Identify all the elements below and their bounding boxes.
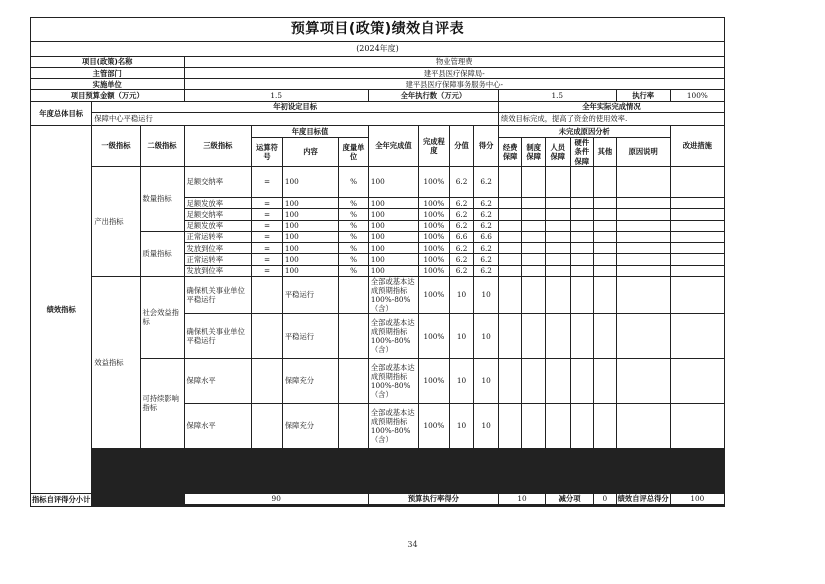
goal-actual-value: 绩效目标完成，提高了资金的使用效率. — [499, 113, 724, 125]
indicator-score-value: 6.2 — [450, 198, 474, 208]
indicator-name: 确保机关事业单位平稳运行 — [185, 314, 252, 358]
indicator-content: 100 — [283, 198, 338, 208]
header-reason-other: 其他 — [594, 138, 616, 165]
indicator-operator: = — [252, 167, 282, 198]
indicator-score: 6.2 — [474, 221, 498, 231]
goal-section-label: 年度总体目标 — [31, 102, 91, 125]
empty-cell — [571, 404, 594, 448]
empty-cell — [594, 404, 616, 448]
indicator-unit: % — [339, 266, 368, 276]
empty-cell — [617, 243, 670, 253]
indicator-full-year: 全部或基本达成预期指标100%-80%（含） — [369, 277, 418, 313]
empty-cell — [617, 266, 670, 276]
indicator-content: 100 — [283, 232, 338, 242]
indicator-name: 发放到位率 — [185, 243, 252, 253]
empty-cell — [522, 167, 545, 198]
empty-cell — [594, 277, 616, 313]
empty-cell — [546, 254, 570, 264]
exec-score-value: 10 — [499, 494, 545, 504]
empty-cell — [594, 243, 616, 253]
indicator-score: 6.6 — [474, 232, 498, 242]
empty-cell — [571, 266, 594, 276]
empty-cell — [671, 232, 724, 242]
empty-cell — [499, 314, 522, 358]
project-value: 物业管理费 — [185, 57, 724, 67]
indicator-content: 平稳运行 — [283, 277, 338, 313]
empty-cell — [522, 359, 545, 403]
budget-label: 项目预算金额（万元） — [31, 90, 184, 100]
empty-cell — [671, 198, 724, 208]
indicator-content: 保障充分 — [283, 359, 338, 403]
indicator-completion: 100% — [419, 198, 449, 208]
empty-cell — [546, 243, 570, 253]
indicator-operator: = — [252, 221, 282, 231]
empty-cell — [594, 232, 616, 242]
empty-cell — [522, 198, 545, 208]
empty-cell — [522, 232, 545, 242]
empty-cell — [617, 232, 670, 242]
goal-initial-header: 年初设定目标 — [92, 102, 498, 112]
empty-cell — [522, 266, 545, 276]
empty-cell — [499, 221, 522, 231]
indicator-completion: 100% — [419, 232, 449, 242]
indicator-score-value: 10 — [450, 314, 474, 358]
indicator-score: 6.2 — [474, 167, 498, 198]
header-full-year: 全年完成值 — [369, 126, 418, 166]
indicator-name: 保障水平 — [185, 359, 252, 403]
deduct-value: 0 — [594, 494, 616, 504]
indicator-score: 10 — [474, 314, 498, 358]
indicator-completion: 100% — [419, 221, 449, 231]
empty-cell — [671, 359, 724, 403]
indicator-name: 足额发放率 — [185, 221, 252, 231]
empty-cell — [499, 266, 522, 276]
group-benefit: 效益指标 — [92, 277, 139, 448]
empty-cell — [339, 277, 368, 313]
indicator-content: 100 — [283, 243, 338, 253]
indicator-completion: 100% — [419, 167, 449, 198]
indicator-score-value: 6.2 — [450, 221, 474, 231]
indicator-score-value: 6.2 — [450, 243, 474, 253]
header-score-value: 分值 — [450, 126, 474, 166]
empty-cell — [594, 254, 616, 264]
empty-cell — [617, 277, 670, 313]
empty-cell — [617, 198, 670, 208]
empty-cell — [571, 198, 594, 208]
empty-cell — [546, 221, 570, 231]
empty-cell — [499, 277, 522, 313]
empty-cell — [546, 314, 570, 358]
exec-score-label: 预算执行率得分 — [369, 494, 498, 504]
header-reason-system: 制度保障 — [522, 138, 545, 165]
empty-cell — [546, 404, 570, 448]
indicator-full-year: 全部或基本达成预期指标100%-80%（含） — [369, 314, 418, 358]
empty-cell — [499, 243, 522, 253]
indicator-score-value: 6.2 — [450, 254, 474, 264]
empty-cell — [499, 359, 522, 403]
header-level1: 一级指标 — [92, 126, 139, 166]
indicator-completion: 100% — [419, 254, 449, 264]
total-label: 绩效自评总得分 — [617, 494, 669, 504]
budget-value: 1.5 — [185, 90, 368, 100]
empty-cell — [571, 232, 594, 242]
indicator-completion: 100% — [419, 277, 449, 313]
indicator-score-value: 6.2 — [450, 209, 474, 219]
evaluation-table — [31, 18, 724, 506]
indicator-unit: % — [339, 209, 368, 219]
indicator-completion: 100% — [419, 404, 449, 448]
empty-cell — [594, 314, 616, 358]
empty-cell — [546, 266, 570, 276]
empty-cell — [617, 209, 670, 219]
empty-cell — [617, 221, 670, 231]
empty-cell — [546, 277, 570, 313]
total-value: 100 — [671, 494, 724, 504]
indicator-name: 足额发放率 — [185, 198, 252, 208]
header-completion: 完成程度 — [419, 126, 449, 166]
indicator-score: 10 — [474, 359, 498, 403]
empty-cell — [522, 221, 545, 231]
dept-label: 主管部门 — [31, 68, 184, 78]
empty-cell — [671, 277, 724, 313]
indicator-operator: = — [252, 209, 282, 219]
indicator-score: 6.2 — [474, 243, 498, 253]
header-reason-hardware: 硬件条件保障 — [571, 138, 594, 165]
group-sustain: 可持续影响指标 — [141, 359, 184, 448]
header-content: 内容 — [283, 138, 338, 165]
empty-cell — [499, 404, 522, 448]
project-label: 项目(政策)名称 — [31, 57, 184, 67]
indicator-unit: % — [339, 232, 368, 242]
group-quality: 质量指标 — [141, 232, 184, 276]
indicator-content: 100 — [283, 221, 338, 231]
indicator-name: 正常运转率 — [185, 254, 252, 264]
indicator-score: 6.2 — [474, 209, 498, 219]
header-operator: 运算符号 — [252, 138, 282, 165]
header-reason-funding: 经费保障 — [499, 138, 522, 165]
header-score: 得分 — [474, 126, 498, 166]
rate-value: 100% — [671, 90, 724, 100]
indicator-full-year: 100 — [369, 221, 418, 231]
indicator-score: 10 — [474, 277, 498, 313]
group-social: 社会效益指标 — [141, 277, 184, 358]
indicator-score: 10 — [474, 404, 498, 448]
empty-cell — [252, 359, 282, 403]
empty-cell — [571, 209, 594, 219]
empty-cell — [499, 198, 522, 208]
indicator-full-year: 100 — [369, 243, 418, 253]
dept-value: 建平县医疗保障局- — [185, 68, 724, 78]
indicator-operator: = — [252, 198, 282, 208]
indicator-completion: 100% — [419, 314, 449, 358]
indicator-unit: % — [339, 198, 368, 208]
indicator-score-value: 6.2 — [450, 167, 474, 198]
indicator-score: 6.2 — [474, 198, 498, 208]
indicator-score-value: 10 — [450, 277, 474, 313]
empty-cell — [671, 314, 724, 358]
empty-cell — [499, 254, 522, 264]
indicator-content: 保障充分 — [283, 404, 338, 448]
empty-cell — [252, 277, 282, 313]
empty-cell — [594, 266, 616, 276]
indicator-full-year: 100 — [369, 167, 418, 198]
empty-cell — [594, 167, 616, 198]
empty-cell — [671, 243, 724, 253]
empty-cell — [594, 221, 616, 231]
indicator-name: 确保机关事业单位平稳运行 — [185, 277, 252, 313]
empty-cell — [571, 277, 594, 313]
empty-cell — [546, 209, 570, 219]
empty-cell — [546, 232, 570, 242]
unit-label: 实施单位 — [31, 79, 184, 89]
empty-cell — [339, 404, 368, 448]
doc-year: (2024年度) — [31, 42, 724, 55]
indicator-completion: 100% — [419, 209, 449, 219]
empty-cell — [671, 266, 724, 276]
empty-cell — [499, 209, 522, 219]
doc-title: 预算项目(政策)绩效自评表 — [31, 18, 724, 41]
empty-cell — [571, 243, 594, 253]
empty-cell — [594, 198, 616, 208]
indicator-unit: % — [339, 167, 368, 198]
indicator-name: 足额交纳率 — [185, 167, 252, 198]
empty-cell — [252, 314, 282, 358]
header-improve: 改进措施 — [671, 126, 724, 166]
indicator-full-year: 100 — [369, 266, 418, 276]
unit-value: 建平县医疗保障事务服务中心- — [185, 79, 724, 89]
indicator-name: 发放到位率 — [185, 266, 252, 276]
indicator-full-year: 全部或基本达成预期指标100%-80%（含） — [369, 359, 418, 403]
indicator-name: 足额交纳率 — [185, 209, 252, 219]
indicator-operator: = — [252, 243, 282, 253]
header-annual-target: 年度目标值 — [252, 126, 368, 137]
empty-cell — [546, 167, 570, 198]
empty-cell — [546, 198, 570, 208]
indicator-score: 6.2 — [474, 254, 498, 264]
empty-cell — [671, 221, 724, 231]
subtotal-label: 指标自评得分小计 — [32, 495, 91, 505]
empty-cell — [571, 221, 594, 231]
empty-cell — [671, 404, 724, 448]
indicator-operator: = — [252, 254, 282, 264]
empty-cell — [571, 314, 594, 358]
empty-cell — [522, 243, 545, 253]
empty-cell — [499, 232, 522, 242]
header-level2: 二级指标 — [141, 126, 184, 166]
indicator-content: 100 — [283, 266, 338, 276]
empty-cell — [522, 314, 545, 358]
indicator-score: 6.2 — [474, 266, 498, 276]
indicator-operator: = — [252, 266, 282, 276]
empty-cell — [571, 167, 594, 198]
empty-cell — [617, 167, 670, 198]
indicator-operator: = — [252, 232, 282, 242]
exec-label: 全年执行数（万元） — [369, 90, 498, 100]
empty-cell — [339, 359, 368, 403]
indicator-unit: % — [339, 221, 368, 231]
header-reason-staff: 人员保障 — [546, 138, 570, 165]
indicator-full-year: 100 — [369, 254, 418, 264]
indicator-score-value: 6.2 — [450, 266, 474, 276]
empty-cell — [571, 254, 594, 264]
indicator-full-year: 全部或基本达成预期指标100%-80%（含） — [369, 404, 418, 448]
empty-cell — [671, 209, 724, 219]
indicator-completion: 100% — [419, 266, 449, 276]
empty-cell — [617, 359, 670, 403]
empty-cell — [617, 314, 670, 358]
empty-cell — [546, 359, 570, 403]
indicator-completion: 100% — [419, 359, 449, 403]
header-reasons: 未完成原因分析 — [499, 126, 670, 137]
empty-cell — [617, 254, 670, 264]
indicator-unit: % — [339, 254, 368, 264]
group-output: 产出指标 — [92, 167, 139, 276]
indicator-content: 平稳运行 — [283, 314, 338, 358]
empty-cell — [594, 209, 616, 219]
exec-value: 1.5 — [499, 90, 616, 100]
header-level3: 三级指标 — [185, 126, 252, 166]
empty-cell — [522, 254, 545, 264]
indicator-completion: 100% — [419, 243, 449, 253]
empty-cell — [339, 314, 368, 358]
empty-cell — [522, 404, 545, 448]
empty-cell — [522, 277, 545, 313]
deduct-label: 减分项 — [546, 494, 593, 504]
perf-indicator-label: 绩效指标 — [31, 126, 91, 493]
empty-cell — [617, 404, 670, 448]
indicator-content: 100 — [283, 167, 338, 198]
indicator-full-year: 100 — [369, 232, 418, 242]
indicator-full-year: 100 — [369, 198, 418, 208]
indicator-content: 100 — [283, 254, 338, 264]
indicator-score-value: 10 — [450, 404, 474, 448]
goal-actual-header: 全年实际完成情况 — [499, 102, 724, 112]
empty-cell — [571, 359, 594, 403]
empty-cell — [522, 209, 545, 219]
empty-cell — [499, 167, 522, 198]
indicator-full-year: 100 — [369, 209, 418, 219]
indicator-content: 100 — [283, 209, 338, 219]
empty-cell — [671, 167, 724, 198]
empty-cell — [594, 359, 616, 403]
goal-initial-value: 保障中心平稳运行 — [92, 113, 498, 125]
header-unit: 度量单位 — [339, 138, 368, 165]
evaluation-sheet — [30, 17, 725, 507]
page-number: 34 — [407, 540, 418, 549]
indicator-score-value: 6.6 — [450, 232, 474, 242]
rate-label: 执行率 — [617, 90, 670, 100]
indicator-unit: % — [339, 243, 368, 253]
indicator-name: 保障水平 — [185, 404, 252, 448]
empty-cell — [671, 254, 724, 264]
header-reason-explain: 原因说明 — [617, 138, 670, 165]
group-quantity: 数量指标 — [141, 167, 184, 231]
indicator-score-value: 10 — [450, 359, 474, 403]
subtotal-value: 90 — [185, 494, 368, 504]
empty-cell — [252, 404, 282, 448]
indicator-name: 正常运转率 — [185, 232, 252, 242]
